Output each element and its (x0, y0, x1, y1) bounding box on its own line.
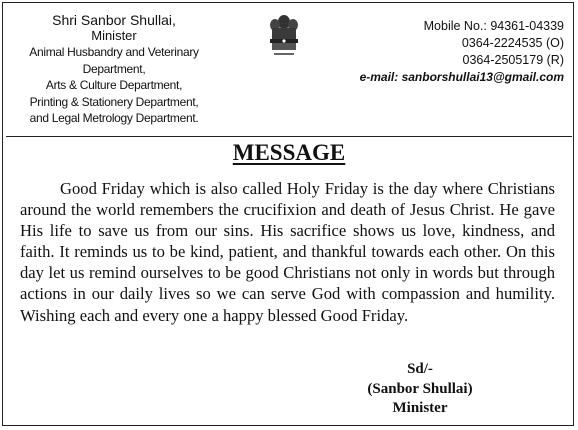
state-emblem-icon (266, 10, 302, 62)
email-address: e-mail: sanborshullai13@gmail.com (359, 70, 564, 84)
signature-title: Minister (392, 400, 448, 416)
header-divider (6, 136, 572, 137)
residence-phone: 0364-2505179 (R) (462, 53, 564, 67)
department-line: Printing & Stationery Department, (29, 94, 199, 109)
signature-name: (Sanbor Shullai) (367, 380, 473, 397)
sender-role: Minister (91, 28, 137, 43)
contact-block (360, 18, 564, 86)
signature-sd: Sd/- (407, 361, 433, 377)
sender-name: Shri Sanbor Shullai, (52, 12, 176, 28)
department-line: Animal Husbandry and Veterinary (29, 45, 199, 59)
sender-block (14, 12, 214, 127)
signature-block (340, 360, 500, 419)
department-line: and Legal Metrology Department. (29, 111, 199, 125)
department-line: Department, (82, 61, 146, 76)
message-body: Good Friday which is also called Holy Friday is the day where Christians around the world remembers the crucifixion and death of Jesus Christ. He gave His life to save us from our sins. His sacrifice shows us love, kindness, and faith. It reminds us to be kind, patient, and thankful towards each other. On this day let us remind ourselves to be good Christians not only in words but through actions in our daily lives so we can serve God with compassion and humility. Wishing each and every one a happy blessed Good Friday. (20, 179, 555, 325)
office-phone: 0364-2224535 (O) (461, 36, 564, 50)
mobile-number: Mobile No.: 94361-04339 (423, 19, 564, 33)
message-title: MESSAGE (232, 140, 346, 165)
department-line: Arts & Culture Department, (45, 78, 183, 92)
